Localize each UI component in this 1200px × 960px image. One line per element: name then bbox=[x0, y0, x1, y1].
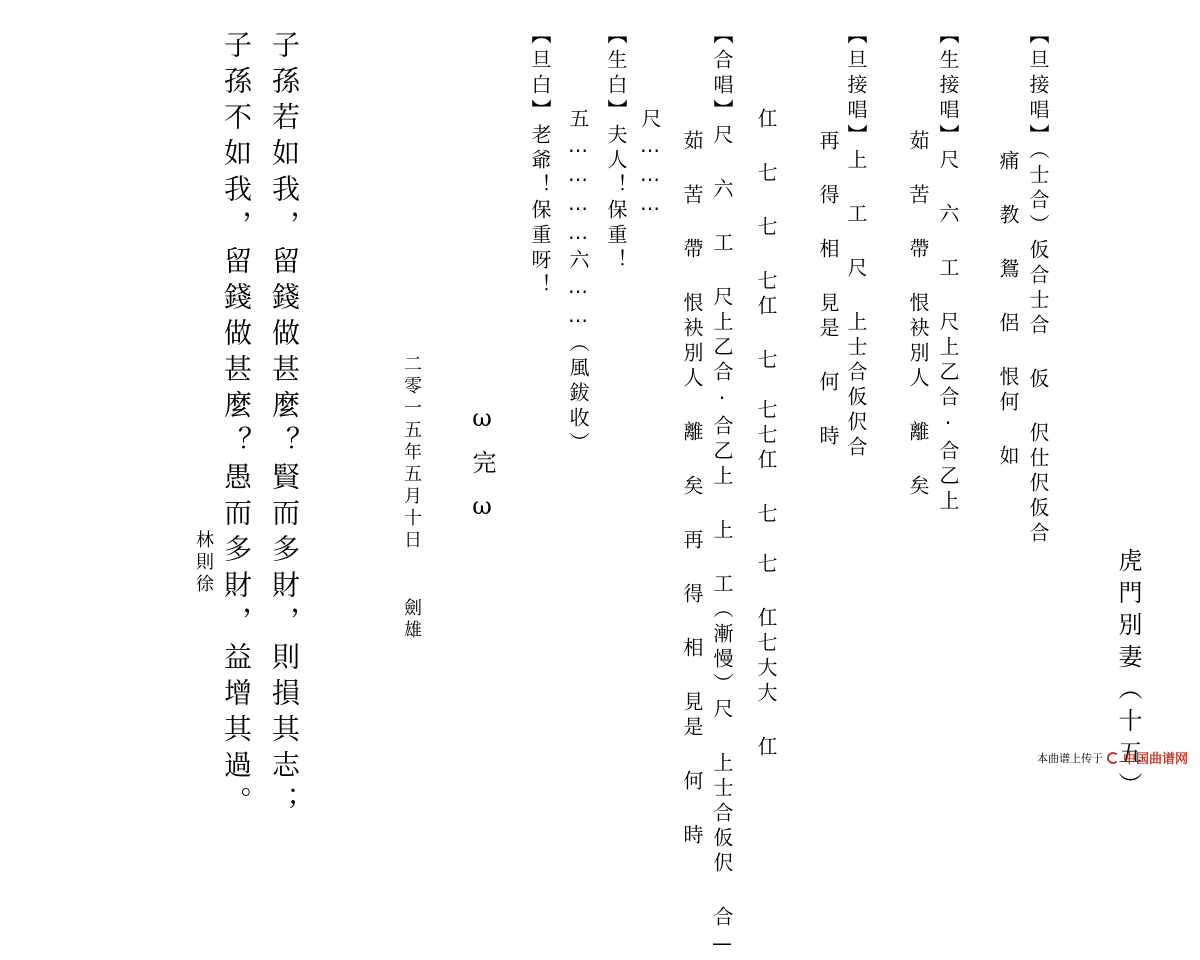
poem-author: 林則徐 bbox=[193, 530, 214, 596]
score-column-1: 【旦接唱】（士合）仮合士合 仮 伬仕伬仮合 bbox=[1026, 24, 1050, 547]
lyric-column-4: 茹 苦 帶 恨袂別人 離 矣 再 得 相 見是 何 時 bbox=[680, 130, 704, 849]
lyric-column-1: 痛 教 鴛 侶 恨何 如 bbox=[996, 150, 1020, 470]
poem-line-1: 子孫若如我，留錢做甚麼？賢而多財，則損其志； bbox=[268, 30, 301, 822]
page-title: 虎門別妻（十五） bbox=[1114, 548, 1142, 804]
speech-column-2: 【旦白】老爺！保重呀！ bbox=[528, 24, 552, 299]
score-column-3: 【旦接唱】上 工 尺 上士合仮伬合 bbox=[844, 24, 868, 461]
speech-column-1: 【生白】夫人！保重！ bbox=[604, 24, 628, 274]
score-column-4: 仜 七 七 七仜 七 七七仜 七 七 仜七大大 仜 bbox=[754, 108, 778, 761]
end-mark: ω完ω bbox=[468, 404, 496, 538]
site-logo-icon bbox=[1107, 752, 1119, 764]
footer-site[interactable]: 中国曲谱网 bbox=[1122, 751, 1188, 766]
lyric-column-2: 茹 苦 帶 恨袂別人 離 矣 bbox=[906, 130, 930, 500]
score-column-6: 尺……… bbox=[638, 108, 662, 220]
poem-line-2: 子孫不如我，留錢做甚麼？愚而多財，益增其過。 bbox=[220, 30, 253, 822]
score-column-5: 【合唱】尺 六 工 尺上乙合·合乙上 上 工（漸慢）尺 上士合仮伬 合— bbox=[710, 24, 734, 960]
date: 二零一五年五月十日 bbox=[401, 354, 422, 552]
footer-text: 本曲谱上传于 bbox=[1036, 752, 1103, 765]
score-column-7: 五…………六……（風鈸收） bbox=[566, 108, 590, 457]
author: 劍雄 bbox=[401, 598, 422, 642]
score-column-2: 【生接唱】尺 六 工 尺上乙合·合乙上 bbox=[936, 24, 960, 515]
lyric-column-3: 再 得 相 見是 何 時 bbox=[816, 130, 840, 450]
footer-watermark bbox=[1037, 748, 1188, 767]
